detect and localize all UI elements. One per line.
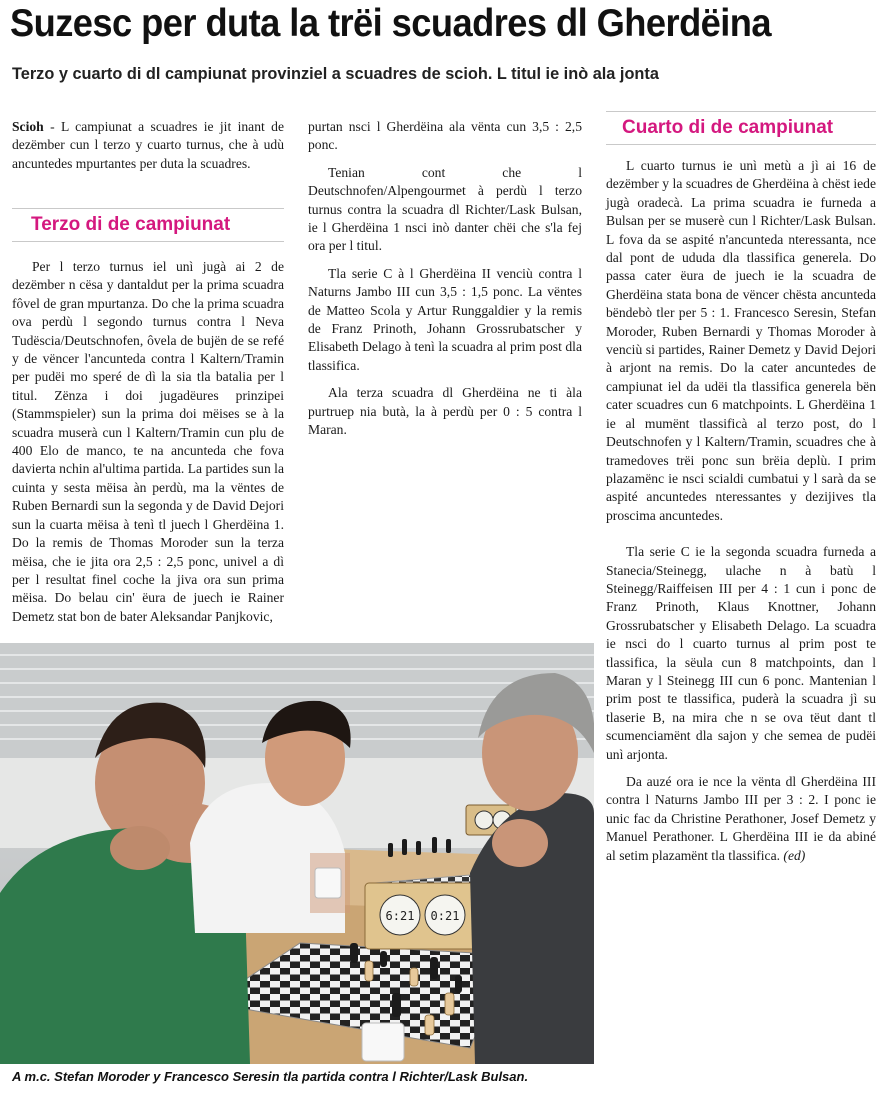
paragraph: Per l terzo turnus iel unì jugà ai 2 de dezëmber n cësa y dantaldut per la prima scuadra fôvel de gran mpurtanza. Do che la prima scuadra ova perdù l segondo turnus contra l Neva Tudëscia/Deutschnofen, ôvela de bujën de se refé y de vëncer l'ancunteda contra l Kaltern/Tramin per pudëi mo speré de dì la sia tla batalia per l titul. Zënza i doi jugadëures prinzipei (Stammspieler) sun la prima doi mëises se à la scuadra muserà cun l Kaltern/Tramin cun plu de 400 Elo de manco, te na ancunteda che fova davierta nchin al'ultima partida. La partides sun la cuinta y sesta mëisa àn perdù, ma la vëntes de Ruben Bernardi sun la segonda y de David Dejori sun la cuarta mëisa à tenì tl juech l Gherdëina 1. Do la remis de Thomas Moroder sun la terza mëisa, che ie jita ora 2,5 : 2,5 ponc, univel a dì per l resultat finel coche la jiva ora sun prima mëisa. Do belau cin' ëura de juech ie Rainer Demetz stat bon de bater Aleksandar Panjkovic,: [12, 259, 284, 624]
paragraph: Tla serie C à l Gherdëina II venciù contra l Naturns Jambo III cun 3,5 : 1,5 ponc. La vëntes de Matteo Scola y Artur Runggaldier y la remis de Franz Prinoth, Johann Grossrubatscher y Elisabeth Delago à tenì la scuadra al prim post dla tlassifica.: [308, 265, 582, 373]
paragraph: L cuarto turnus ie unì metù a jì ai 16 de dezëmber y la scuadres de Gherdëina à chëst iede jugà oradecà. La prima scuadra ie furneda a Bulsan per se muserè cun l Richter/Lask Bulsan. L fova da se aspité n'ancunteda nteressanta, nce dal pont de ududa dla tlassifica generela. Do passa cater ëura de juech ie la scuadra de Gherdëina stata bona de vëncer chësta ancunteda bëndebò tler per 5 : 1. Francesco Seresin, Stefan Moroder, Ruben Bernardi y Thomas Moroder à venciù si partides, Rainer Demetz y David Dejori à arjont na remis. Do la cater ancuntedes de campiunat iel da udëi tla tlassifica generela bën cater scuadres cun 6 matchpoints. L Gherdëina 1 ie al mumënt tlassificà al terzo post, do l Deutschnofen y l Kaltern/Tramin, scuadres che à tramedoves trëi ponc sun brëia deplù. I prim plazamënc ie nsci scialdi cumbatui y l sarà da se aspité ancuntedes nteressantes y dezijives tla proscima ancuntedes.: [606, 158, 876, 523]
section-heading-terzo: Terzo di de campiunat: [12, 208, 284, 242]
paragraph: Ala terza scuadra dl Gherdëina ne ti àla purtruep nia butà, la à perdù per 0 : 5 contra l Maran.: [308, 385, 582, 438]
paragraph: [606, 773, 876, 865]
article-headline: Suzesc per duta la trëi scuadres dl Gherdëina: [10, 2, 772, 45]
photo-caption: A m.c. Stefan Moroder y Francesco Seresin tla partida contra l Richter/Lask Bulsan.: [12, 1069, 529, 1084]
dateline: Scioh: [12, 119, 44, 134]
intro-paragraph: [12, 118, 284, 173]
clock-left-display: 6:21: [385, 909, 415, 923]
chess-players-photo: [0, 643, 594, 1064]
column-3: [606, 157, 876, 865]
intro-text: - L campiunat a scuadres ie jit inant de dezëmber cun l terzo y cuarto turnus, che à udù ancuntedes mpurtantes per duta la scuadres.: [12, 119, 284, 171]
paragraph: Tla serie C ie la segonda scuadra furneda a Stanecia/Steinegg, ulache n à batù l Steinegg/Raiffeisen III per 4 : 1 cun i ponc de Franz Prinoth, Klaus Knottner, Johann Grossrubatscher y Elisabeth Delago. La scuadra ie nsci do l cuarto turnus al prim post te tlassifica, la sëula cun 8 matchpoints, dan l Maran y l Steinegg III cun 6 ponc. Mantenian l prim post te tlassifica, puderà la scuadra jì su tlaserie B, na mira che n se ova tëut dant tl scumenciamënt dla sajon y che semea de pudëi unì arjonta.: [606, 544, 876, 762]
paragraph-text: Da auzé ora ie nce la vënta dl Gherdëina III contra l Naturns Jambo III per 3 : 2. I ponc ie unic fac da Christine Perathoner, Josef Demetz y Manuel Perathoner. L Gherdëina III ie da abiné al setim plazamënt tla tlassifica.: [606, 774, 876, 863]
paragraph-continued: purtan nsci l Gherdëina ala vënta cun 3,5 : 2,5 ponc.: [308, 119, 582, 153]
paragraph: Tenian cont che l Deutschnofen/Alpengourmet à perdù l terzo turnus contra la scuadra dl Richter/Lask Bulsan, ie l Gherdëina 1 nsci inò danter chëi che s'la fej ora per l titul.: [308, 164, 582, 254]
byline: (ed): [783, 847, 806, 863]
chess-clock-near: [365, 883, 480, 949]
clock-right-display: 0:21: [430, 909, 460, 923]
article-photo: [0, 643, 594, 1064]
column-2: [308, 118, 582, 638]
column-1: [12, 118, 284, 173]
column-1-body: [12, 258, 284, 638]
section-heading-cuarto: Cuarto di de campiunat: [606, 111, 876, 145]
article-subheadline: Terzo y cuarto di dl campiunat provinziel a scuadres de scioh. L titul ie inò ala jonta: [12, 64, 659, 83]
